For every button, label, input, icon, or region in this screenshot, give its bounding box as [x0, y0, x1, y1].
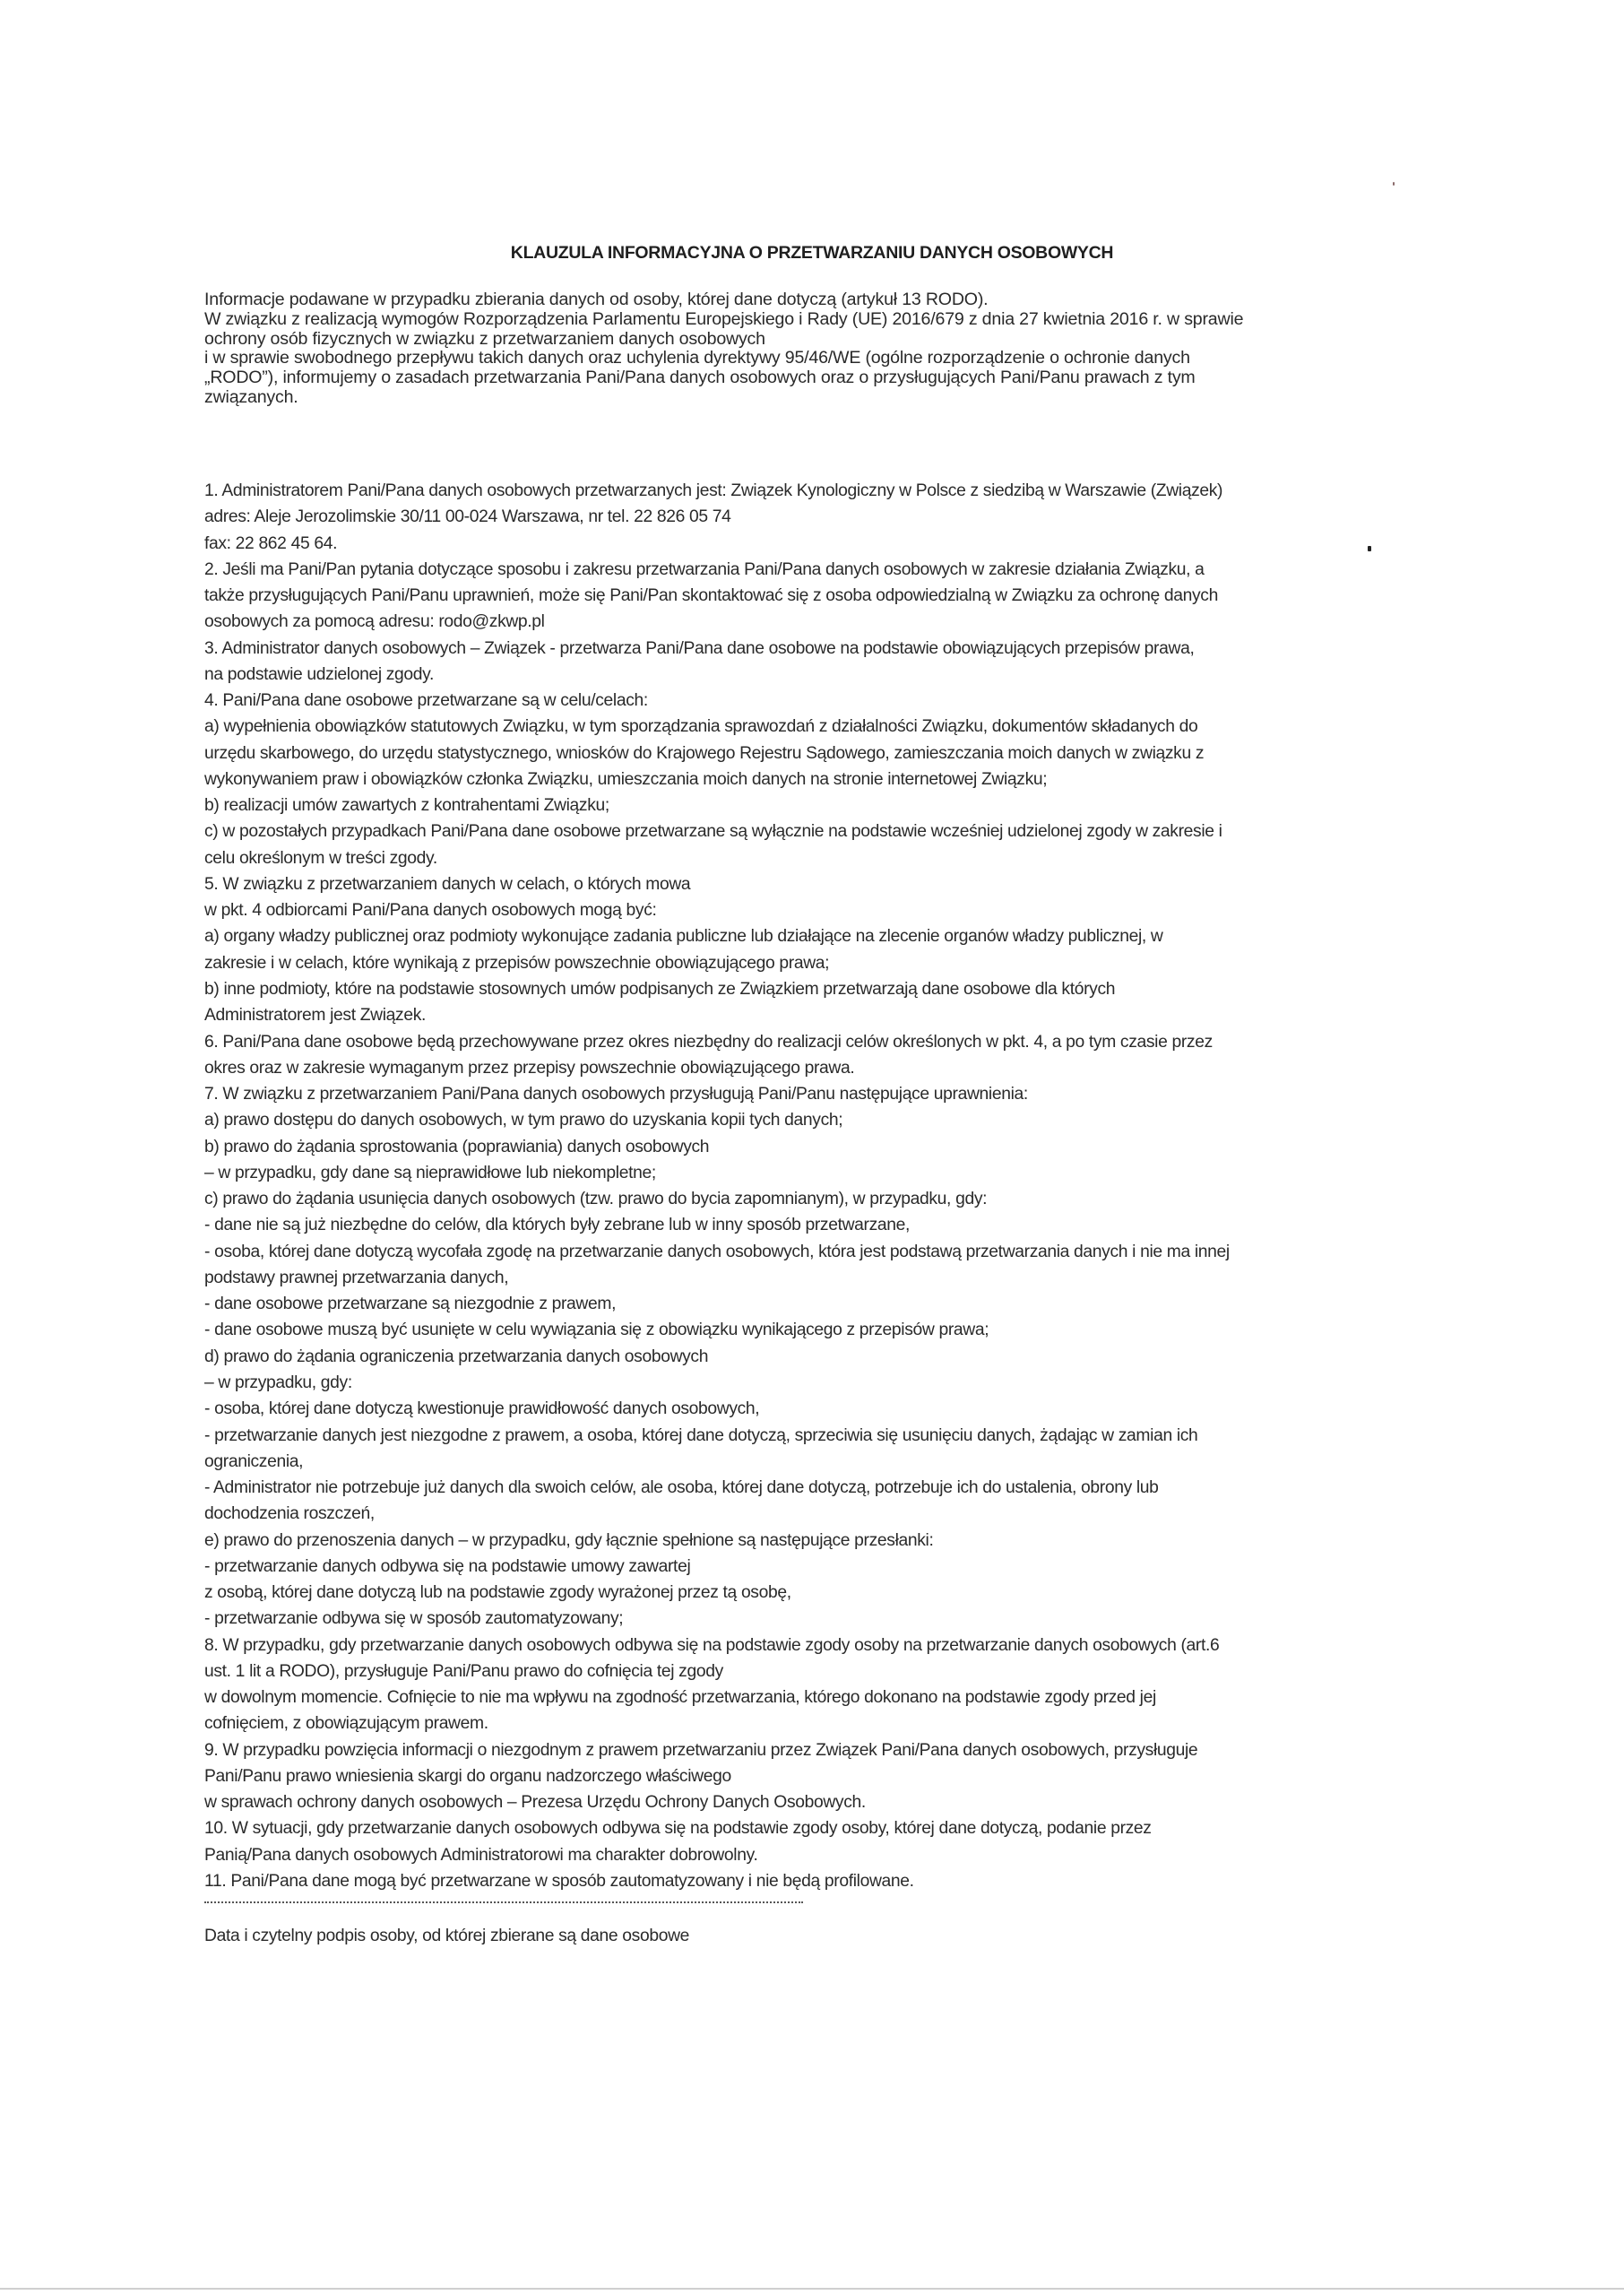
document-line: ust. 1 lit a RODO), przysługuje Pani/Panu prawo do cofnięcia tej zgody	[204, 1662, 723, 1681]
document-line: Informacje podawane w przypadku zbierania danych od osoby, której dane dotyczą (artykuł 13 RODO).	[204, 290, 989, 309]
document-line: Pani/Panu prawo wniesienia skargi do organu nadzorczego właściwego	[204, 1767, 731, 1786]
document-line: - osoba, której dane dotyczą wycofała zgodę na przetwarzanie danych osobowych, która jest podstawą przetwarzania danych i nie ma innej	[204, 1243, 1230, 1261]
document-line: - dane nie są już niezbędne do celów, dla których były zebrane lub w inny sposób przetwarzane,	[204, 1216, 911, 1234]
document-line: w pkt. 4 odbiorcami Pani/Pana danych osobowych mogą być:	[204, 901, 657, 920]
document-line: - Administrator nie potrzebuje już danych dla swoich celów, ale osoba, której dane dotyczą, potrzebuje ich do ustalenia, obrony lub	[204, 1478, 1159, 1497]
document-line: i w sprawie swobodnego przepływu takich danych oraz uchylenia dyrektywy 95/46/WE (ogólne rozporządzenie o ochronie danych	[204, 348, 1190, 368]
document-line: - osoba, której dane dotyczą kwestionuje prawidłowość danych osobowych,	[204, 1399, 760, 1418]
document-line: 8. W przypadku, gdy przetwarzanie danych osobowych odbywa się na podstawie zgody osoby na przetwarzanie danych osobowych (art.6	[204, 1636, 1220, 1655]
document-line: z osobą, której dane dotyczą lub na podstawie zgody wyrażonej przez tą osobę,	[204, 1583, 791, 1602]
document-line: także przysługujących Pani/Panu uprawnień, może się Pani/Pan skontaktować się z osoba odpowiedzialną w Związku za ochronę danych	[204, 586, 1218, 605]
document-line: Panią/Pana danych osobowych Administratorowi ma charakter dobrowolny.	[204, 1846, 758, 1865]
document-line: ochrony osób fizycznych w związku z przetwarzaniem danych osobowych	[204, 328, 765, 349]
document-line: 2. Jeśli ma Pani/Pan pytania dotyczące sposobu i zakresu przetwarzania Pani/Pana danych osobowych w zakresie działania Związku, a	[204, 560, 1205, 579]
document-line: b) realizacji umów zawartych z kontrahentami Związku;	[204, 796, 609, 815]
document-line: - dane osobowe muszą być usunięte w celu wywiązania się z obowiązku wynikającego z przepisów prawa;	[204, 1321, 989, 1339]
document-line: 7. W związku z przetwarzaniem Pani/Pana danych osobowych przysługują Pani/Panu następujące uprawnienia:	[204, 1085, 1028, 1104]
document-line: 11. Pani/Pana dane mogą być przetwarzane w sposób zautomatyzowany i nie będą profilowane.	[204, 1872, 914, 1891]
document-line: 10. W sytuacji, gdy przetwarzanie danych osobowych odbywa się na podstawie zgody osoby, której dane dotyczą, podanie przez	[204, 1819, 1152, 1838]
scan-speck	[1393, 182, 1395, 186]
document-line: d) prawo do żądania ograniczenia przetwarzania danych osobowych	[204, 1347, 709, 1366]
document-line: związanych.	[204, 387, 298, 407]
document-line: w sprawach ochrony danych osobowych – Prezesa Urzędu Ochrony Danych Osobowych.	[204, 1793, 866, 1812]
document-line: b) inne podmioty, które na podstawie stosownych umów podpisanych ze Związkiem przetwarzają dane osobowe dla których	[204, 980, 1116, 999]
document-title: KLAUZULA INFORMACYJNA O PRZETWARZANIU DANYCH OSOBOWYCH	[510, 243, 1114, 263]
document-line: 6. Pani/Pana dane osobowe będą przechowywane przez okres niezbędny do realizacji celów określonych w pkt. 4, a po tym czasie przez	[204, 1033, 1213, 1052]
scan-speck	[1368, 546, 1371, 551]
document-line: podstawy prawnej przetwarzania danych,	[204, 1269, 509, 1287]
document-line: „RODO”), informujemy o zasadach przetwarzania Pani/Pana danych osobowych oraz o przysługujących Pani/Panu prawach z tym	[204, 368, 1196, 388]
document-line: a) organy władzy publicznej oraz podmioty wykonujące zadania publiczne lub działające na zlecenie organów władzy publicznej, w	[204, 927, 1163, 946]
document-line: wykonywaniem praw i obowiązków członka Związku, umieszczania moich danych na stronie internetowej Związku;	[204, 770, 1048, 789]
document-line: c) w pozostałych przypadkach Pani/Pana dane osobowe przetwarzane są wyłącznie na podstawie wcześniej udzielonej zgody w zakresie i	[204, 822, 1222, 841]
document-line: ograniczenia,	[204, 1452, 304, 1471]
signature-line	[204, 1901, 803, 1903]
scan-edge	[0, 2288, 1624, 2290]
document-line: urzędu skarbowego, do urzędu statystycznego, wniosków do Krajowego Rejestru Sądowego, zamieszczania moich danych w związku z	[204, 744, 1205, 763]
document-line: - przetwarzanie odbywa się w sposób zautomatyzowany;	[204, 1609, 624, 1628]
document-line: e) prawo do przenoszenia danych – w przypadku, gdy łącznie spełnione są następujące przesłanki:	[204, 1531, 934, 1550]
document-line: adres: Aleje Jerozolimskie 30/11 00-024 Warszawa, nr tel. 22 826 05 74	[204, 507, 731, 526]
document-line: 5. W związku z przetwarzaniem danych w celach, o których mowa	[204, 875, 691, 894]
document-line: Administratorem jest Związek.	[204, 1006, 427, 1025]
document-line: – w przypadku, gdy:	[204, 1373, 352, 1392]
document-line: b) prawo do żądania sprostowania (poprawiania) danych osobowych	[204, 1138, 710, 1156]
signature-caption: Data i czytelny podpis osoby, od której zbierane są dane osobowe	[204, 1927, 690, 1945]
document-line: – w przypadku, gdy dane są nieprawidłowe lub niekompletne;	[204, 1164, 656, 1182]
document-line: - przetwarzanie danych odbywa się na podstawie umowy zawartej	[204, 1557, 691, 1576]
document-line: fax: 22 862 45 64.	[204, 534, 338, 553]
document-line: w dowolnym momencie. Cofnięcie to nie ma wpływu na zgodność przetwarzania, którego dokonano na podstawie zgody przed jej	[204, 1688, 1156, 1707]
document-line: 4. Pani/Pana dane osobowe przetwarzane są w celu/celach:	[204, 691, 648, 710]
document-line: cofnięciem, z obowiązującym prawem.	[204, 1714, 488, 1733]
document-line: dochodzenia roszczeń,	[204, 1504, 375, 1523]
document-line: - przetwarzanie danych jest niezgodne z prawem, a osoba, której dane dotyczą, sprzeciwia się usunięciu danych, żądając w zamian ich	[204, 1426, 1198, 1445]
document-line: 1. Administratorem Pani/Pana danych osobowych przetwarzanych jest: Związek Kynologiczny w Polsce z siedzibą w Warszawie (Związek)	[204, 481, 1223, 500]
document-line: - dane osobowe przetwarzane są niezgodnie z prawem,	[204, 1295, 617, 1313]
document-line: okres oraz w zakresie wymaganym przez przepisy powszechnie obowiązującego prawa.	[204, 1059, 855, 1078]
document-line: a) prawo dostępu do danych osobowych, w tym prawo do uzyskania kopii tych danych;	[204, 1111, 843, 1130]
document-line: celu określonym w treści zgody.	[204, 849, 437, 868]
document-line: W związku z realizacją wymogów Rozporządzenia Parlamentu Europejskiego i Rady (UE) 2016/679 z dnia 27 kwietnia 2016 r. w sprawie	[204, 308, 1244, 329]
document-line: 3. Administrator danych osobowych – Związek - przetwarza Pani/Pana dane osobowe na podstawie obowiązujących przepisów prawa,	[204, 639, 1195, 658]
document-line: 9. W przypadku powzięcia informacji o niezgodnym z prawem przetwarzaniu przez Związek Pani/Pana danych osobowych, przysługuje	[204, 1741, 1198, 1760]
document-line: osobowych za pomocą adresu: rodo@zkwp.pl	[204, 612, 545, 631]
document-line: c) prawo do żądania usunięcia danych osobowych (tzw. prawo do bycia zapomnianym), w przypadku, gdy:	[204, 1190, 988, 1208]
document-line: a) wypełnienia obowiązków statutowych Związku, w tym sporządzania sprawozdań z działalności Związku, dokumentów składanych do	[204, 717, 1198, 736]
document-line: zakresie i w celach, które wynikają z przepisów powszechnie obowiązującego prawa;	[204, 954, 830, 973]
document-line: na podstawie udzielonej zgody.	[204, 665, 435, 684]
